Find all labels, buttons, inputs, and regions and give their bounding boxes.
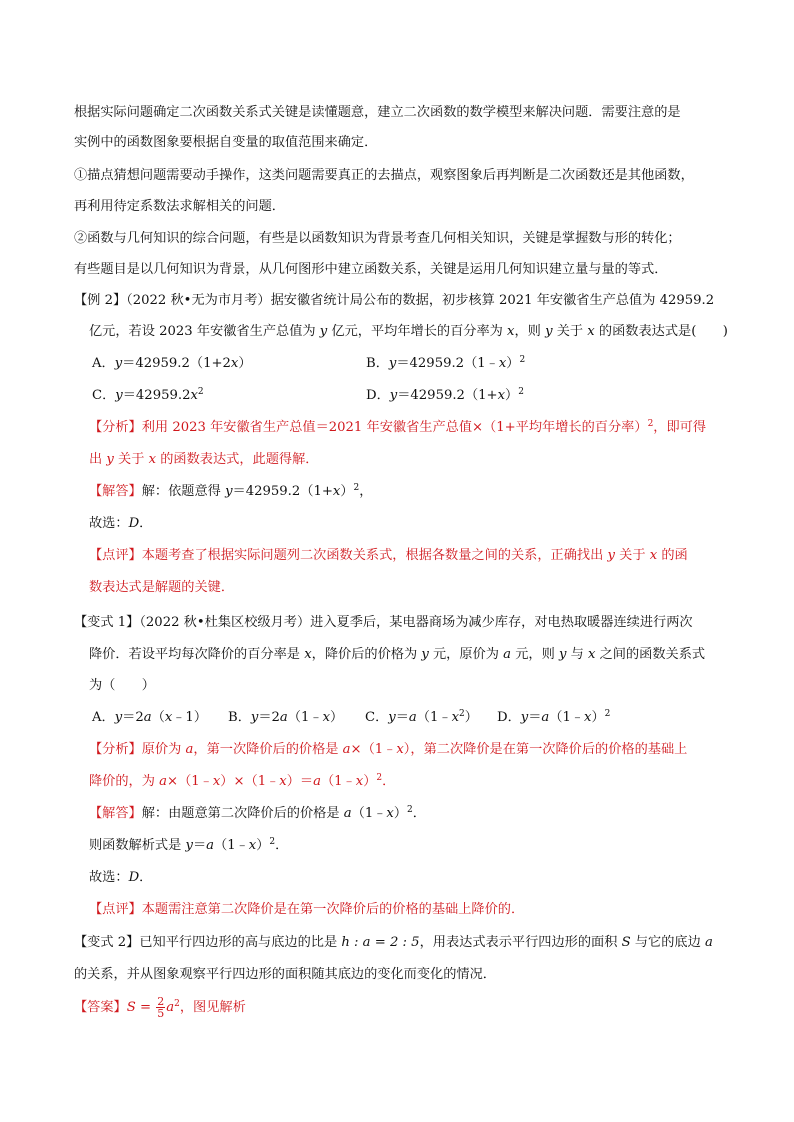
- variant-2-stem: 【变式 2】已知平行四边形的高与底边的比是 h : a = 2 : 5，用表达式表示平行四边形的面积 S 与它的底边 a: [74, 935, 713, 950]
- variant-1-stem-cont: 降价．若设平均每次降价的百分率是 x，降价后的价格为 y 元，原价为 a 元，则 y 与 x 之间的函数关系式: [89, 647, 706, 662]
- example-2-stem: 【例 2】（2022 秋•无为市月考）据安徽省统计局公布的数据，初步核算 2021 年安徽省生产总值为 42959.2: [74, 293, 715, 308]
- option-b: B．y＝2a（1﹣x）: [228, 710, 344, 725]
- comment-text: 【点评】本题需注意第二次降价是在第一次降价后的价格的基础上降价的．: [89, 902, 525, 917]
- comment-text: 【点评】本题考查了根据实际问题列二次函数关系式，根据各数量之间的关系，正确找出 y 关于 x 的函: [89, 548, 688, 563]
- intro-line: 根据实际问题确定二次函数关系式关键是读懂题意，建立二次函数的数学模型来解决问题．需要注意的是: [74, 105, 681, 120]
- analysis-text-cont: 出 y 关于 x 的函数表达式，此题得解．: [89, 452, 319, 467]
- variant-2-stem-cont: 的关系，并从图象观察平行四边形的面积随其底边的变化而变化的情况．: [74, 967, 496, 982]
- fraction: $\frac{2}{5}$: [157, 995, 165, 1020]
- option-c: C．$y=42959.2x^2$: [92, 387, 204, 403]
- option-a: A．y＝42959.2（1+2x）: [92, 356, 252, 371]
- method-item-2-cont: 有些题目是以几何知识为背景，从几何图形中建立函数关系，关键是运用几何知识建立量与量的等式．: [74, 262, 668, 277]
- option-d: D．$y=42959.2(1+x)^2$: [366, 387, 524, 403]
- answer-text-cont: 则函数解析式是 y＝a（1﹣x）$^2$．: [89, 837, 289, 853]
- variant-1-stem: 【变式 1】（2022 秋•杜集区校级月考）进入夏季后，某电器商场为减少库存，对电热取暖器连续进行两次: [74, 615, 693, 630]
- variant-1-stem-end: 为（ ）: [89, 678, 155, 693]
- answer-text: 【解答】解：依题意得 $y=42959.2(1+x)^2$，: [89, 483, 373, 499]
- option-a: A．y＝2a（x﹣1）: [92, 710, 208, 725]
- option-d: D．y＝a（1﹣x）$^2$: [497, 709, 611, 725]
- example-2-stem-cont: 亿元，若设 2023 年安徽省生产总值为 y 亿元，平均年增长的百分率为 x，则 y 关于 x 的函数表达式是( ): [89, 324, 728, 339]
- analysis-text: 【分析】利用 2023 年安徽省生产总值＝2021 年安徽省生产总值×（1+平均年增长的百分率）$^2$，即可得: [89, 419, 707, 435]
- intro-line: 实例中的函数图象要根据自变量的取值范围来确定．: [74, 135, 378, 150]
- method-item-1-cont: 再利用待定系数法求解相关的问题．: [74, 199, 285, 214]
- option-c: C．$y=a(1﹣x^2)$: [365, 709, 478, 725]
- choice-text: 故选：D．: [89, 516, 153, 531]
- answer-text: 【解答】解：由题意第二次降价后的价格是 a（1﹣x）$^2$．: [89, 805, 426, 821]
- option-b: B．y＝42959.2（1﹣x）$^2$: [366, 355, 526, 371]
- choice-text: 故选：D．: [89, 870, 153, 885]
- analysis-text-cont: 降价的，为 a×（1﹣x）×（1﹣x）＝a（1﹣x）$^2$．: [89, 773, 396, 789]
- method-item-2: ②函数与几何知识的综合问题，有些是以函数知识为背景考查几何相关知识，关键是掌握数与形的转化；: [74, 231, 681, 246]
- answer-text: 【答案】S = $\frac{2}{5}$ $a^2$，图见解析: [74, 995, 246, 1020]
- method-item-1: ①描点猜想问题需要动手操作，这类问题需要真正的去描点，观察图象后再判断是二次函数还是其他函数，: [74, 168, 694, 183]
- comment-text-cont: 数表达式是解题的关键．: [89, 580, 235, 595]
- analysis-text: 【分析】原价为 a，第一次降价后的价格是 a×（1﹣x），第二次降价是在第一次降价后的价格的基础上: [89, 742, 688, 757]
